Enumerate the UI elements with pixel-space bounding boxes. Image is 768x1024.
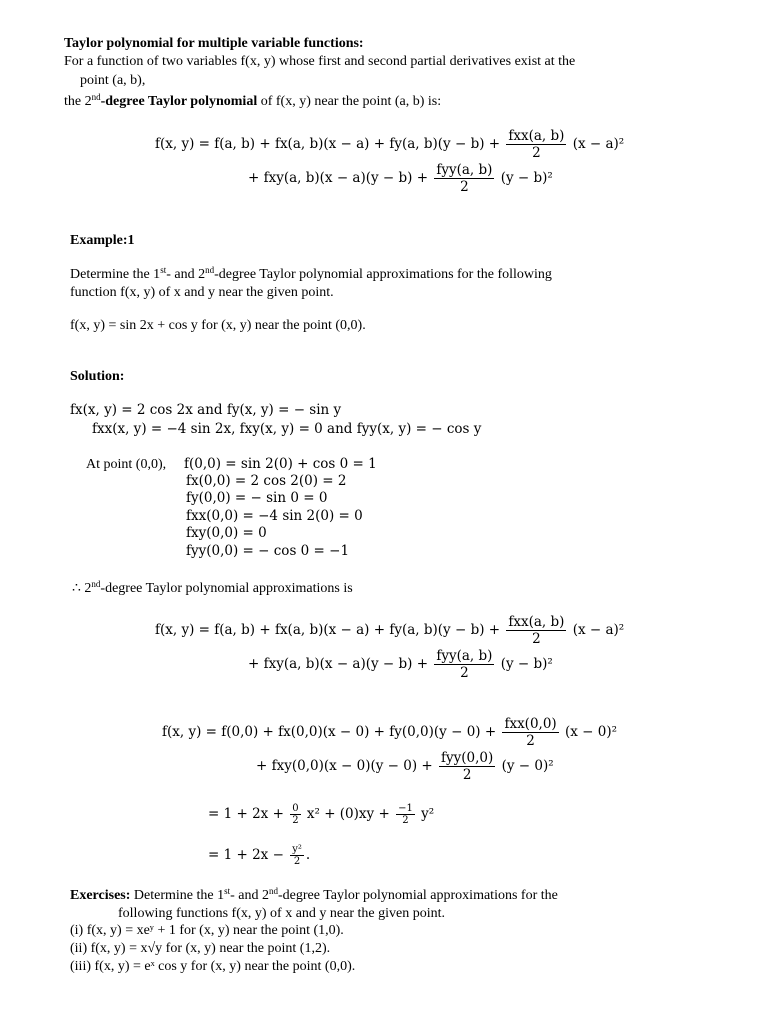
therefore-line: ∴ 2nd-degree Taylor polynomial approximations is (72, 579, 353, 596)
fraction: $\frac{\text{fyy(0,0)}}{2}$ (441, 750, 494, 783)
eval-row: fy(0,0) = − sin 0 = 0 (186, 490, 328, 506)
example-function: f(x, y) = sin 2x + cos y for (x, y) near the point (0,0). (70, 318, 366, 333)
eval-row: fxy(0,0) = 0 (186, 525, 267, 541)
example-heading: Example:1 (70, 233, 135, 248)
formula-repeat-line-2: + fxy(a, b)(x − a)(y − b) + $\frac{\text{fyy(a, b)}}{2}$ (y − b)² (248, 648, 553, 681)
exercise-item: (ii) f(x, y) = x√y for (x, y) near the point (1,2). (70, 941, 331, 956)
eval-row: fxx(0,0) = −4 sin 2(0) = 0 (186, 508, 363, 524)
fraction: $\frac{\text{fxx(a, b)}}{2}$ (508, 128, 565, 161)
simplified-line-2: = 1 + 2x − $\frac{\text{y²}}{2}$ . (208, 844, 311, 867)
solution-heading: Solution: (70, 369, 125, 384)
intro-line-2: point (a, b), (80, 73, 146, 88)
formula-repeat-line-1: f(x, y) = f(a, b) + fx(a, b)(x − a) + fy(a, b)(y − b) + $\frac{\text{fxx(a, b)}}{2}$ (x − a)² (155, 614, 625, 647)
general-formula-line-2: + fxy(a, b)(x − a)(y − b) + $\frac{\text{fyy(a, b)}}{2}$ (y − b)² (248, 162, 553, 195)
first-derivatives: fx(x, y) = 2 cos 2x and fy(x, y) = − sin y (70, 402, 342, 418)
eval-row: f(0,0) = sin 2(0) + cos 0 = 1 (184, 456, 377, 472)
example-desc-line-1: Determine the 1st- and 2nd-degree Taylor polynomial approximations for the following (70, 265, 552, 282)
fraction: $\frac{\text{fyy(a, b)}}{2}$ (436, 648, 493, 681)
general-formula-line-1: f(x, y) = f(a, b) + fx(a, b)(x − a) + fy(a, b)(y − b) + $\frac{\text{fxx(a, b)}}{2}$ (x − a)² (155, 128, 625, 161)
substituted-line-2: + fxy(0,0)(x − 0)(y − 0) + $\frac{\text{fyy(0,0)}}{2}$ (y − 0)² (256, 750, 554, 783)
section-title: Taylor polynomial for multiple variable functions: (64, 36, 364, 51)
fraction: $\frac{-1}{2}$ (398, 803, 413, 826)
intro-line-3: the 2nd-degree Taylor polynomial of f(x, y) near the point (a, b) is: (64, 92, 442, 109)
fraction: $\frac{0}{2}$ (292, 803, 299, 826)
exercise-item: (iii) f(x, y) = eˣ cos y for (x, y) near the point (0,0). (70, 959, 356, 974)
fraction: $\frac{\text{y²}}{2}$ (292, 844, 302, 867)
second-derivatives: fxx(x, y) = −4 sin 2x, fxy(x, y) = 0 and fyy(x, y) = − cos y (92, 421, 482, 437)
example-desc-line-2: function f(x, y) of x and y near the given point. (70, 285, 334, 300)
at-point-label: At point (0,0), (86, 457, 167, 472)
eval-row: fx(0,0) = 2 cos 2(0) = 2 (186, 473, 347, 489)
simplified-line-1: = 1 + 2x + $\frac{0}{2}$ x² + (0)xy + $\frac{-1}{2}$ y² (208, 803, 435, 826)
fraction: $\frac{\text{fxx(a, b)}}{2}$ (508, 614, 565, 647)
exercises-line-2: following functions f(x, y) of x and y near the given point. (118, 906, 445, 921)
fraction: $\frac{\text{fyy(a, b)}}{2}$ (436, 162, 493, 195)
intro-line-1: For a function of two variables f(x, y) whose first and second partial derivatives exist at the (64, 54, 576, 69)
exercises-line-1: Exercises: Determine the 1st- and 2nd-degree Taylor polynomial approximations for the (70, 886, 558, 903)
eval-row: fyy(0,0) = − cos 0 = −1 (186, 543, 350, 559)
substituted-line-1: f(x, y) = f(0,0) + fx(0,0)(x − 0) + fy(0,0)(y − 0) + $\frac{\text{fxx(0,0)}}{2}$ (x − 0)² (162, 716, 618, 749)
fraction: $\frac{\text{fxx(0,0)}}{2}$ (504, 716, 557, 749)
exercise-item: (i) f(x, y) = xeʸ + 1 for (x, y) near the point (1,0). (70, 923, 344, 938)
